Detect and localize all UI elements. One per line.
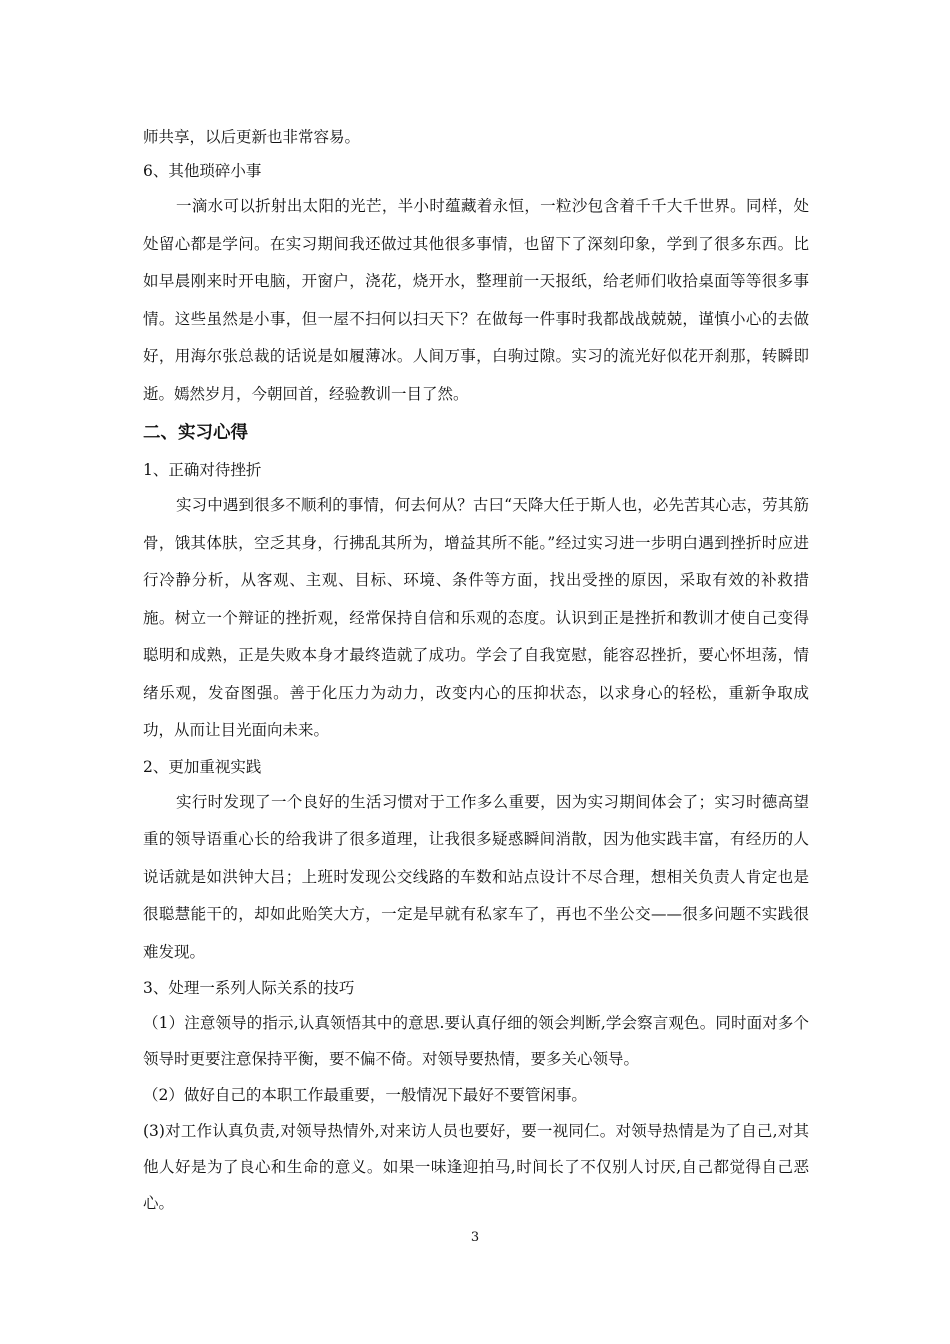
paragraph-relationship-tip-2: （2）做好自己的本职工作最重要，一般情况下最好不要管闲事。 bbox=[143, 1086, 587, 1104]
subheading-relationships: 3、处理一系列人际关系的技巧 bbox=[143, 979, 355, 997]
subheading-practice: 2、更加重视实践 bbox=[143, 757, 262, 776]
paragraph-relationship-tip-1: （1）注意领导的指示,认真领悟其中的意思.要认真仔细的领会判断,学会察言观色。同时面对多个领导时更要注意保持平衡，要不偏不倚。对领导要热情，要多关心领导。 bbox=[143, 1014, 809, 1068]
section-heading-internship-reflections: 二、实习心得 bbox=[143, 423, 248, 443]
paragraph-practice: 实行时发现了一个良好的生活习惯对于工作多么重要，因为实习期间体会了；实习时德高望重的领导语重心长的给我讲了很多道理，让我很多疑惑瞬间消散，因为他实践丰富，有经历的人说话就是如洪钟大吕；上班时发现公交线路的车数和站点设计不尽合理，想相关负责人肯定也是很聪慧能干的，却如此贻笑大方，一定是早就有私家车了，再也不坐公交——很多问题不实践很难发现。 bbox=[143, 792, 809, 961]
subheading-misc-tasks: 6、其他琐碎小事 bbox=[143, 162, 262, 180]
page-number: 3 bbox=[470, 1230, 480, 1245]
paragraph-misc-tasks: 一滴水可以折射出太阳的光芒，半小时蕴藏着永恒，一粒沙包含着千千大千世界。同样，处处留心都是学问。在实习期间我还做过其他很多事情，也留下了深刻印象，学到了很多东西。比如早晨刚来时开电脑，开窗户，浇花，烧开水，整理前一天报纸，给老师们收拾桌面等等很多事情。这些虽然是小事，但一屋不扫何以扫天下？在做每一件事时我都战战兢兢，谨慎小心的去做好，用海尔张总裁的话说是如履薄冰。人间万事，白驹过隙。实习的流光好似花开刹那，转瞬即逝。嫣然岁月，今朝回首，经验教训一目了然。 bbox=[143, 197, 809, 403]
subheading-setbacks: 1、正确对待挫折 bbox=[143, 461, 262, 479]
paragraph-setbacks: 实习中遇到很多不顺利的事情，何去何从？古曰“天降大任于斯人也，必先苦其心志，劳其筋骨，饿其体肤，空乏其身，行拂乱其所为，增益其所不能。”经过实习进一步明白遇到挫折时应进行冷静分析，从客观、主观、目标、环境、条件等方面，找出受挫的原因，采取有效的补救措施。树立一个辩证的挫折观，经常保持自信和乐观的态度。认识到正是挫折和教训才使自己变得聪明和成熟，正是失败本身才最终造就了成功。学会了自我宽慰，能容忍挫折，要心怀坦荡，情绪乐观，发奋图强。善于化压力为动力，改变内心的压抑状态，以求身心的轻松，重新争取成功，从而让目光面向未来。 bbox=[143, 496, 809, 739]
page-body bbox=[143, 120, 809, 1221]
paragraph-relationship-tip-3: (3)对工作认真负责,对领导热情外,对来访人员也要好，要一视同仁。对领导热情是为了自己,对其他人好是为了良心和生命的意义。如果一味逢迎拍马,时间长了不仅别人讨厌,自己都觉得自己恶心。 bbox=[143, 1122, 809, 1212]
paragraph-continuation: 师共享，以后更新也非常容易。 bbox=[143, 128, 361, 146]
